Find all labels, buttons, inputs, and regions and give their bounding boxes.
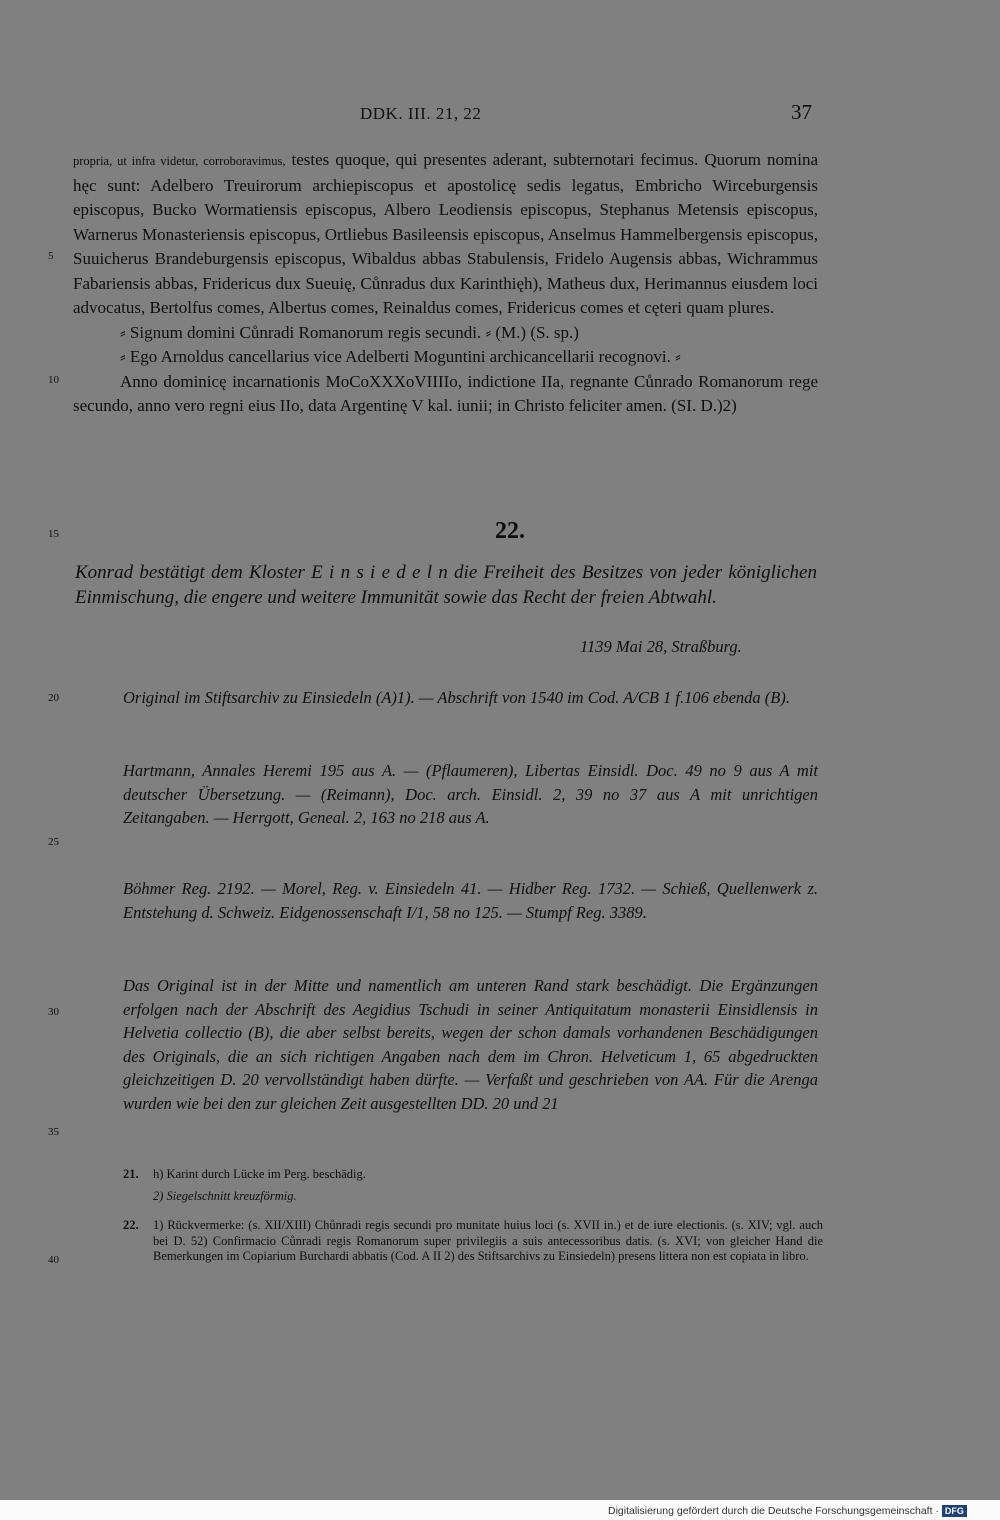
commentary-paragraph: Das Original ist in der Mitte und namentlich am unteren Rand stark beschädigt. Die Ergänzungen erfolgen nach der Abschrift des Aegidius Tschudi in seiner Antiquitatum monasterii Einsidlensis in Helvetia collectio (B), die aber selbst bereits, wegen der schon damals vorhandenen Beschädigungen des Originals, die an sich richtigen Angaben nach dem im Chron. Helveticum 1, 65 abgedruckten gleichzeitigen D. 20 vervollständigt haben dürfte. — Verfaßt und geschrieben von AA. Für die Arenga wurden wie bei den zur gleichen Zeit ausgestellten DD. 20 und 21 — [123, 976, 818, 1113]
recognition-line: ⸗ Ego Arnoldus cancellarius vice Adelberti Moguntini archicancellarii recognovi. ⸗ — [120, 347, 681, 366]
page-number: 37 — [791, 100, 812, 124]
document-21-text — [73, 148, 818, 419]
line-number-30: 30 — [48, 1006, 59, 1018]
footnotes-22 — [123, 1218, 823, 1263]
signum-line: ⸗ Signum domini Cůnradi Romanorum regis secundi. ⸗ (M.) (S. sp.) — [120, 322, 579, 342]
tradition-paragraph: Original im Stiftsarchiv zu Einsiedeln (A)1). — Abschrift von 1540 im Cod. A/CB 1 f.106 ebenda (B). — [123, 688, 790, 707]
line-number-15: 15 — [48, 528, 59, 540]
line-number-5: 5 — [48, 250, 54, 262]
date-place: 1139 Mai 28, Straßburg. — [580, 637, 742, 656]
datum-paragraph: Anno dominicę incarnationis MoCoXXXoVIIIIo, indictione IIa, regnante Cůnrado Romanorum rege secundo, anno vero regni eius IIo, data Argentinę V kal. iunii; in Christo feliciter amen. (SI. D.)2) — [73, 371, 818, 415]
footnote-number: 22. — [123, 1218, 139, 1232]
paragraph-lead: propria, ut infra videtur, corroboravimus, — [73, 154, 286, 168]
dfg-logo-icon: DFG — [942, 1505, 967, 1517]
footnote-1: 1) Rückvermerke: (s. XII/XIII) Chůnradi regis secundi pro munitate huius loci (s. XVII in.) et de iure electionis. (s. XIV; vgl. auch bei D. 52) Confirmacio Cůnradi regis Romanorum super privilegiis a suis antecessoribus datis. (s. XVI; von gleicher Hand die Bemerkungen im Copiarium Burchardi abbatis (Cod. A II 2) des Stiftsarchivs zu Einsiedeln) presens littera non est copiata in libro. — [153, 1218, 823, 1263]
line-number-10: 10 — [48, 374, 59, 386]
regesta-paragraph: Böhmer Reg. 2192. — Morel, Reg. v. Einsiedeln 41. — Hidber Reg. 1732. — Schieß, Quellenwerk z. Entstehung d. Schweiz. Eidgenossenschaft I/1, 58 no 125. — Stumpf Reg. 3389. — [123, 879, 818, 922]
paragraph-rest: testes quoque, qui presentes aderant, subternotari fecimus. Quorum nomina hęc sunt: Adelbero Treuirorum archiepiscopus et apostolicę sedis legatus, Embricho Wirceburgensis episcopus, Bucko Wormatiensis episcopus, Albero Leodiensis episcopus, Stephanus Metensis episcopus, Warnerus Monasteriensis episcopus, Ortliebus Basileensis episcopus, Anselmus Hammelbergensis episcopus, Suuicherus Brandeburgensis episcopus, Wibaldus abbas Stabulensis, Fridelo Augensis abbas, Wichrammus Fabariensis abbas, Fridericus dux Sueuię, Cůnradus dux Karinthięh), Matheus dux, Herimannus eiusdem loci advocatus, Bertolfus comes, Albertus comes, Reinaldus comes, Fridericus comes et cęteri quam plures. — [73, 150, 819, 317]
line-number-20: 20 — [48, 692, 59, 704]
footnote-number: 21. — [123, 1167, 139, 1181]
running-head: DDK. III. 21, 22 — [360, 104, 482, 123]
footnote-h: h) Karint durch Lücke im Perg. beschädig. — [153, 1167, 366, 1181]
line-number-25: 25 — [48, 836, 59, 848]
footer-text: Digitalisierung gefördert durch die Deutsche Forschungsgemeinschaft · — [608, 1505, 939, 1517]
witness-list-paragraph — [73, 148, 818, 321]
document-number: 22. — [495, 518, 525, 544]
line-number-35: 35 — [48, 1126, 59, 1138]
regest-summary: Konrad bestätigt dem Kloster E i n s i e d e l n die Freiheit des Besitzes von jeder königlichen Einmischung, die engere und weitere Immunität sowie das Recht der freien Abtwahl. — [75, 562, 817, 608]
footnote-2: 2) Siegelschnitt kreuzförmig. — [153, 1189, 297, 1203]
footnotes-21 — [123, 1167, 823, 1203]
page-header — [0, 100, 1000, 130]
line-number-40: 40 — [48, 1254, 59, 1266]
editions-paragraph: Hartmann, Annales Heremi 195 aus A. — (Pflaumeren), Libertas Einsidl. Doc. 49 no 9 aus A mit deutscher Übersetzung. — (Reimann), Doc. arch. Einsidl. 2, 39 no 37 aus A mit unrichtigen Zeitangaben. — Herrgott, Geneal. 2, 163 no 218 aus A. — [123, 761, 818, 827]
footer-credit — [608, 1505, 967, 1517]
